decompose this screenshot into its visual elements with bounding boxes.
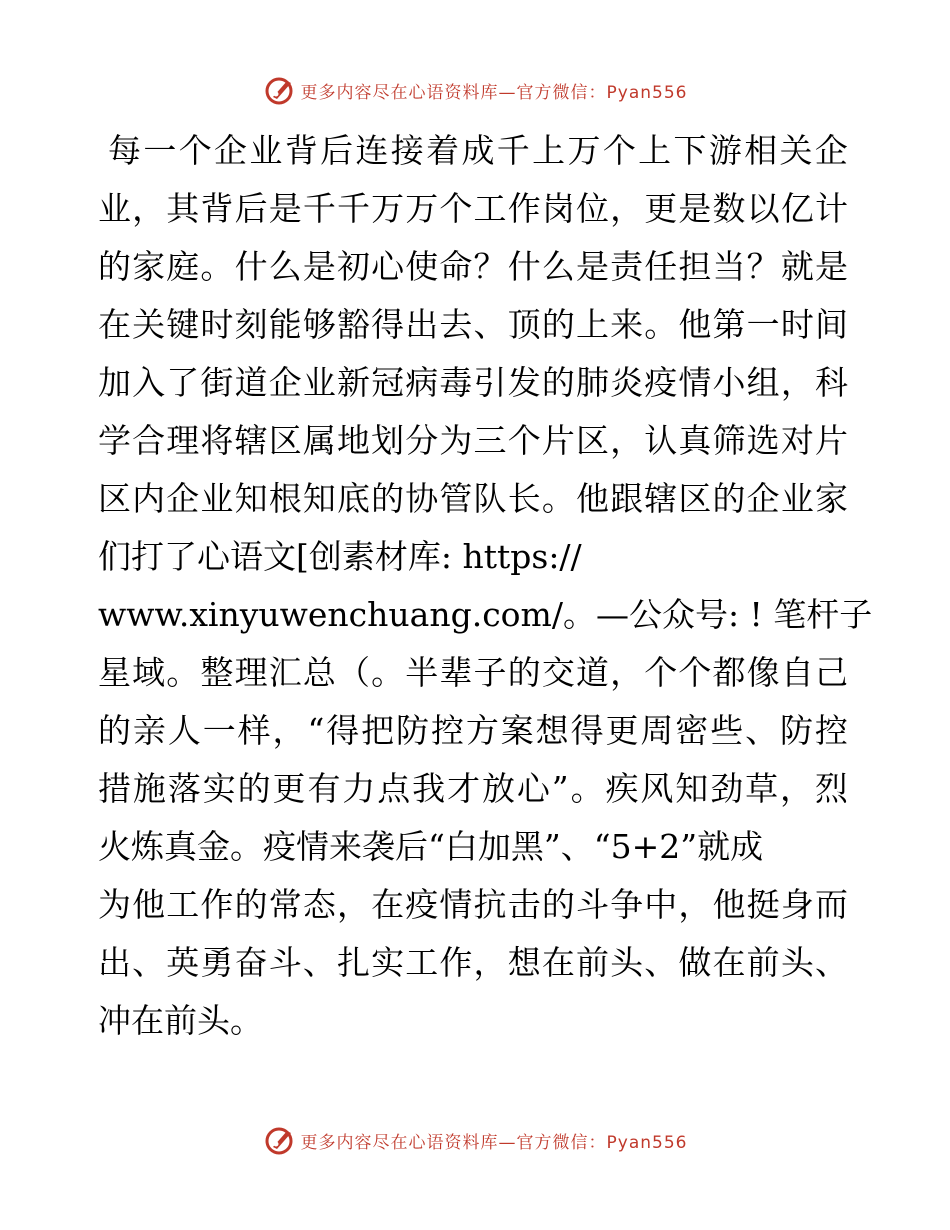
body-char: 作 bbox=[439, 943, 473, 982]
body-char: 上 bbox=[638, 131, 672, 170]
body-char: 去 bbox=[439, 305, 473, 344]
body-char: 放 bbox=[481, 769, 515, 808]
body-char: 炎 bbox=[610, 363, 644, 402]
body-char: 措 bbox=[98, 769, 131, 808]
body-char: 出 bbox=[405, 305, 439, 344]
header-text bbox=[301, 78, 688, 103]
body-char: 庭 bbox=[166, 247, 200, 286]
body-char: 身 bbox=[780, 885, 814, 924]
body-char: 协 bbox=[405, 479, 439, 518]
body-line bbox=[98, 702, 848, 760]
body-char: 划 bbox=[371, 421, 405, 460]
body-char: ， bbox=[780, 769, 813, 808]
header-dash: — bbox=[498, 82, 517, 103]
body-char: 计 bbox=[814, 189, 848, 228]
body-line bbox=[98, 934, 848, 992]
body-char: 争 bbox=[610, 885, 644, 924]
body-char: 、 bbox=[644, 943, 678, 982]
body-char: 么 bbox=[541, 247, 575, 286]
body-char: 点 bbox=[377, 769, 411, 808]
body-char: 击 bbox=[507, 885, 541, 924]
body-char: 任 bbox=[644, 247, 678, 286]
body-char: 在 bbox=[541, 943, 575, 982]
body-char: 长 bbox=[507, 479, 541, 518]
body-char: 时 bbox=[200, 305, 234, 344]
body-char: 亲 bbox=[132, 711, 166, 750]
body-char: 的 bbox=[507, 653, 541, 692]
body-char: 够 bbox=[302, 305, 336, 344]
body-char: 、 bbox=[302, 943, 336, 982]
body-char: 的 bbox=[712, 479, 746, 518]
body-char: 跟 bbox=[610, 479, 644, 518]
body-char: 他 bbox=[575, 479, 609, 518]
body-char: 施 bbox=[132, 769, 166, 808]
body-char: 草 bbox=[745, 769, 779, 808]
body-char: 肺 bbox=[575, 363, 609, 402]
body-char: 劲 bbox=[710, 769, 744, 808]
body-char: ？ bbox=[473, 247, 507, 286]
body-char: 在 bbox=[371, 885, 405, 924]
body-line bbox=[98, 412, 848, 470]
body-char: 万 bbox=[371, 189, 405, 228]
body-char: 后 bbox=[234, 189, 268, 228]
body-char: 游 bbox=[708, 131, 742, 170]
body-char: 、 bbox=[814, 943, 848, 982]
footer-dash: — bbox=[498, 1132, 517, 1153]
body-char: 是 bbox=[575, 247, 609, 286]
body-char: 片 bbox=[541, 421, 575, 460]
body-char: 每 bbox=[108, 131, 141, 170]
body-char: 烈 bbox=[814, 769, 848, 808]
body-char: ？ bbox=[746, 247, 780, 286]
body-char: ， bbox=[336, 885, 370, 924]
body-char: 前 bbox=[746, 943, 780, 982]
body-char: 在 bbox=[712, 943, 746, 982]
body-char: 业 bbox=[98, 189, 131, 228]
body-char: 初 bbox=[336, 247, 370, 286]
body-char: 企 bbox=[814, 131, 848, 170]
body-char: 底 bbox=[336, 479, 370, 518]
body-char: 出 bbox=[98, 943, 131, 982]
body-char: 队 bbox=[473, 479, 507, 518]
body-char: 区 bbox=[268, 421, 302, 460]
body-line bbox=[98, 122, 848, 180]
body-char: 工 bbox=[473, 189, 507, 228]
body-char: 作 bbox=[200, 885, 234, 924]
body-char: ， bbox=[610, 421, 644, 460]
body-char: 来 bbox=[610, 305, 644, 344]
body-char: 更 bbox=[272, 769, 306, 808]
body-char: 防 bbox=[396, 711, 430, 750]
body-line bbox=[98, 296, 848, 354]
body-char: 控 bbox=[814, 711, 848, 750]
body-char: 想 bbox=[507, 943, 541, 982]
body-char: 是 bbox=[678, 189, 712, 228]
body-char: 企 bbox=[214, 131, 248, 170]
body-char: 属 bbox=[302, 421, 336, 460]
body-line bbox=[98, 876, 848, 934]
body-char: 做 bbox=[678, 943, 712, 982]
body-line bbox=[98, 760, 848, 818]
body-char: ” bbox=[551, 769, 569, 808]
body-char: 个 bbox=[178, 131, 212, 170]
body-char: 一 bbox=[202, 711, 236, 750]
body-char: 些 bbox=[710, 711, 744, 750]
body-char: 力 bbox=[342, 769, 376, 808]
body-char: 亿 bbox=[780, 189, 814, 228]
body-char: 着 bbox=[426, 131, 460, 170]
body-char: 的 bbox=[541, 363, 575, 402]
body-char: 家 bbox=[814, 479, 848, 518]
body-char: 知 bbox=[302, 479, 336, 518]
body-char: 前 bbox=[575, 943, 609, 982]
body-char: ， bbox=[473, 943, 507, 982]
body-char: 上 bbox=[532, 131, 566, 170]
body-char: 工 bbox=[405, 943, 439, 982]
body-line-text: www.xinyuwenchuang.com/。—公众号: ! 笔杆子 bbox=[98, 595, 873, 634]
body-char: 使 bbox=[405, 247, 439, 286]
body-char: 的 bbox=[371, 479, 405, 518]
body-char: 下 bbox=[673, 131, 707, 170]
body-char: 背 bbox=[200, 189, 234, 228]
body-char: 筛 bbox=[712, 421, 746, 460]
body-char: 的 bbox=[237, 769, 271, 808]
body-char: 成 bbox=[461, 131, 495, 170]
header-main: 更多内容尽在心语资料库 bbox=[300, 82, 499, 103]
body-char: 能 bbox=[268, 305, 302, 344]
body-char: 小 bbox=[712, 363, 746, 402]
body-char: ， bbox=[272, 711, 306, 750]
body-char: 的 bbox=[234, 885, 268, 924]
body-char: 我 bbox=[412, 769, 446, 808]
body-char: 个 bbox=[507, 421, 541, 460]
body-line bbox=[98, 586, 873, 644]
body-char: 时 bbox=[780, 305, 814, 344]
body-line bbox=[98, 238, 848, 296]
body-char: 疫 bbox=[405, 885, 439, 924]
body-char: 实 bbox=[371, 943, 405, 982]
body-char: 理 bbox=[166, 421, 200, 460]
body-char: 。 bbox=[200, 247, 234, 286]
body-char: 疾 bbox=[605, 769, 639, 808]
body-char: 整 bbox=[200, 653, 234, 692]
body-char: 。 bbox=[570, 769, 604, 808]
body-char: 三 bbox=[473, 421, 507, 460]
body-char: 个 bbox=[644, 653, 678, 692]
body-char: 上 bbox=[575, 305, 609, 344]
body-char: 以 bbox=[746, 189, 780, 228]
body-char: 才 bbox=[447, 769, 481, 808]
body-char: 把 bbox=[361, 711, 395, 750]
body-char: 斗 bbox=[575, 885, 609, 924]
body-char: 引 bbox=[473, 363, 507, 402]
body-char: 加 bbox=[98, 363, 131, 402]
body-char: 、 bbox=[745, 711, 779, 750]
body-char: 企 bbox=[746, 479, 780, 518]
body-char: 密 bbox=[675, 711, 709, 750]
pen-nib-logo-icon bbox=[263, 1123, 297, 1157]
body-char: 第 bbox=[712, 305, 746, 344]
body-char: 方 bbox=[465, 711, 499, 750]
body-char: 斗 bbox=[268, 943, 302, 982]
body-char: 千 bbox=[496, 131, 530, 170]
body-line-text: 们打了心语文[创素材库: https:// bbox=[98, 537, 582, 576]
document-body bbox=[98, 122, 873, 1050]
body-char: 更 bbox=[644, 189, 678, 228]
body-char: 得 bbox=[371, 305, 405, 344]
body-char: 责 bbox=[610, 247, 644, 286]
body-char: ， bbox=[610, 189, 644, 228]
body-char: （ bbox=[336, 653, 370, 692]
body-char: 内 bbox=[132, 479, 166, 518]
body-char: 什 bbox=[507, 247, 541, 286]
body-char: 关 bbox=[132, 305, 166, 344]
body-char: 连 bbox=[355, 131, 389, 170]
body-char: 他 bbox=[678, 305, 712, 344]
body-char: 像 bbox=[746, 653, 780, 692]
body-char: 己 bbox=[814, 653, 848, 692]
body-char: 入 bbox=[132, 363, 166, 402]
body-char: 企 bbox=[166, 479, 200, 518]
body-char: 的 bbox=[98, 711, 131, 750]
body-char: 风 bbox=[640, 769, 674, 808]
body-char: 。 bbox=[371, 653, 405, 692]
body-char: 想 bbox=[535, 711, 569, 750]
body-char: 实 bbox=[202, 769, 236, 808]
body-char: 交 bbox=[541, 653, 575, 692]
body-char: 就 bbox=[780, 247, 814, 286]
body-char: 常 bbox=[268, 885, 302, 924]
body-char: 病 bbox=[405, 363, 439, 402]
body-char: 更 bbox=[605, 711, 639, 750]
body-char: 头 bbox=[610, 943, 644, 982]
body-char: 区 bbox=[678, 479, 712, 518]
body-char: 总 bbox=[302, 653, 336, 692]
body-char: 一 bbox=[746, 305, 780, 344]
body-char: 落 bbox=[167, 769, 201, 808]
body-char: 知 bbox=[675, 769, 709, 808]
body-char: 了 bbox=[166, 363, 200, 402]
body-line-text: 冲在前头。 bbox=[98, 1001, 263, 1040]
body-char: 的 bbox=[98, 247, 131, 286]
body-char: 学 bbox=[98, 421, 131, 460]
body-char: 扎 bbox=[336, 943, 370, 982]
body-char: 为 bbox=[439, 421, 473, 460]
body-line-text: 火炼真金。疫情来袭后“白加黑”、“5+2”就成 bbox=[98, 827, 764, 866]
body-char: 关 bbox=[779, 131, 813, 170]
body-char: 个 bbox=[678, 653, 712, 692]
body-char: 都 bbox=[712, 653, 746, 692]
body-char: 家 bbox=[132, 247, 166, 286]
body-char: 是 bbox=[814, 247, 848, 286]
body-char: 作 bbox=[507, 189, 541, 228]
body-char: 什 bbox=[234, 247, 268, 286]
body-char: 组 bbox=[746, 363, 780, 402]
body-char: 周 bbox=[640, 711, 674, 750]
body-char: 键 bbox=[166, 305, 200, 344]
body-char: ， bbox=[678, 885, 712, 924]
body-line bbox=[98, 818, 848, 876]
body-char: 情 bbox=[439, 885, 473, 924]
body-char: 、 bbox=[132, 943, 166, 982]
body-char: 万 bbox=[567, 131, 601, 170]
body-char: 是 bbox=[302, 247, 336, 286]
body-char: 抗 bbox=[473, 885, 507, 924]
body-char: 新 bbox=[336, 363, 370, 402]
body-char: 控 bbox=[430, 711, 464, 750]
body-char: 后 bbox=[320, 131, 354, 170]
body-char: 是 bbox=[268, 189, 302, 228]
body-char: 心 bbox=[371, 247, 405, 286]
body-char: 间 bbox=[814, 305, 848, 344]
body-line bbox=[98, 992, 848, 1050]
body-char: 。 bbox=[644, 305, 678, 344]
body-char: 业 bbox=[200, 479, 234, 518]
body-char: 刻 bbox=[234, 305, 268, 344]
body-char: 星 bbox=[98, 653, 131, 692]
body-char: 、 bbox=[473, 305, 507, 344]
body-line bbox=[98, 528, 848, 586]
body-char: 英 bbox=[166, 943, 200, 982]
body-char: 真 bbox=[678, 421, 712, 460]
body-char: 岗 bbox=[541, 189, 575, 228]
body-line bbox=[98, 354, 848, 412]
body-char: 疫 bbox=[644, 363, 678, 402]
body-char: “ bbox=[307, 711, 325, 750]
body-char: 的 bbox=[541, 305, 575, 344]
header-account: 官方微信：Pyan556 bbox=[516, 82, 688, 103]
body-char: 样 bbox=[237, 711, 271, 750]
body-char: 冠 bbox=[371, 363, 405, 402]
body-char: 千 bbox=[302, 189, 336, 228]
body-line bbox=[98, 470, 848, 528]
body-char: 相 bbox=[744, 131, 778, 170]
body-char: 发 bbox=[507, 363, 541, 402]
body-char: 管 bbox=[439, 479, 473, 518]
body-char: 汇 bbox=[268, 653, 302, 692]
body-char: 一 bbox=[143, 131, 177, 170]
body-char: 道 bbox=[575, 653, 609, 692]
body-char: 有 bbox=[307, 769, 341, 808]
body-char: 将 bbox=[200, 421, 234, 460]
body-char: 勇 bbox=[200, 943, 234, 982]
body-char: 豁 bbox=[336, 305, 370, 344]
body-char: 的 bbox=[541, 885, 575, 924]
body-char: 对 bbox=[780, 421, 814, 460]
body-char: 得 bbox=[570, 711, 604, 750]
body-char: 挺 bbox=[746, 885, 780, 924]
body-char: 毒 bbox=[439, 363, 473, 402]
body-char: 顶 bbox=[507, 305, 541, 344]
pen-nib-logo-icon bbox=[263, 73, 297, 107]
body-char: 担 bbox=[678, 247, 712, 286]
body-char: 地 bbox=[336, 421, 370, 460]
body-char: 千 bbox=[336, 189, 370, 228]
body-char: ， bbox=[132, 189, 166, 228]
body-char: 科 bbox=[814, 363, 848, 402]
body-char: 分 bbox=[405, 421, 439, 460]
footer-account: 官方微信：Pyan556 bbox=[516, 1132, 688, 1153]
body-char: 当 bbox=[712, 247, 746, 286]
body-char: 辖 bbox=[234, 421, 268, 460]
body-char: 理 bbox=[234, 653, 268, 692]
body-char: 背 bbox=[284, 131, 318, 170]
body-char: 自 bbox=[780, 653, 814, 692]
body-char: 为 bbox=[98, 885, 131, 924]
body-char: 案 bbox=[500, 711, 534, 750]
body-char: 知 bbox=[234, 479, 268, 518]
body-char: 中 bbox=[644, 885, 678, 924]
footer-banner bbox=[0, 1120, 950, 1160]
body-char: 工 bbox=[166, 885, 200, 924]
body-char: 心 bbox=[516, 769, 550, 808]
body-char: 人 bbox=[167, 711, 201, 750]
body-char: ， bbox=[610, 653, 644, 692]
body-char: 情 bbox=[678, 363, 712, 402]
body-char: ， bbox=[780, 363, 814, 402]
body-char: 命 bbox=[439, 247, 473, 286]
footer-main: 更多内容尽在心语资料库 bbox=[300, 1132, 499, 1153]
body-char: 业 bbox=[249, 131, 283, 170]
body-char: 而 bbox=[814, 885, 848, 924]
body-char: 。 bbox=[166, 653, 200, 692]
body-char: 奋 bbox=[234, 943, 268, 982]
body-char: 认 bbox=[644, 421, 678, 460]
body-char: 他 bbox=[712, 885, 746, 924]
footer-text bbox=[301, 1128, 688, 1153]
body-char: 态 bbox=[302, 885, 336, 924]
body-char: 合 bbox=[132, 421, 166, 460]
header-banner bbox=[0, 70, 950, 110]
body-char: 域 bbox=[132, 653, 166, 692]
body-line bbox=[98, 180, 848, 238]
body-char: 道 bbox=[234, 363, 268, 402]
body-char: 根 bbox=[268, 479, 302, 518]
body-char: 接 bbox=[390, 131, 424, 170]
body-char: 数 bbox=[712, 189, 746, 228]
body-char: 辈 bbox=[439, 653, 473, 692]
body-char: 业 bbox=[302, 363, 336, 402]
body-char: 区 bbox=[98, 479, 131, 518]
body-char: 。 bbox=[541, 479, 575, 518]
body-char: 半 bbox=[405, 653, 439, 692]
body-char: 么 bbox=[268, 247, 302, 286]
body-char: 区 bbox=[575, 421, 609, 460]
body-char: 位 bbox=[575, 189, 609, 228]
body-line bbox=[98, 644, 848, 702]
body-char: 选 bbox=[746, 421, 780, 460]
body-char: 在 bbox=[98, 305, 131, 344]
body-char: 他 bbox=[132, 885, 166, 924]
body-char: 万 bbox=[405, 189, 439, 228]
body-char: 个 bbox=[602, 131, 636, 170]
body-char: 其 bbox=[166, 189, 200, 228]
body-char: 街 bbox=[200, 363, 234, 402]
body-char: 辖 bbox=[644, 479, 678, 518]
body-char: 防 bbox=[780, 711, 813, 750]
body-char: 子 bbox=[473, 653, 507, 692]
body-char: 得 bbox=[326, 711, 360, 750]
body-char: 企 bbox=[268, 363, 302, 402]
body-char: 头 bbox=[780, 943, 814, 982]
body-char: 业 bbox=[780, 479, 814, 518]
body-char: 个 bbox=[439, 189, 473, 228]
body-char: 片 bbox=[814, 421, 848, 460]
